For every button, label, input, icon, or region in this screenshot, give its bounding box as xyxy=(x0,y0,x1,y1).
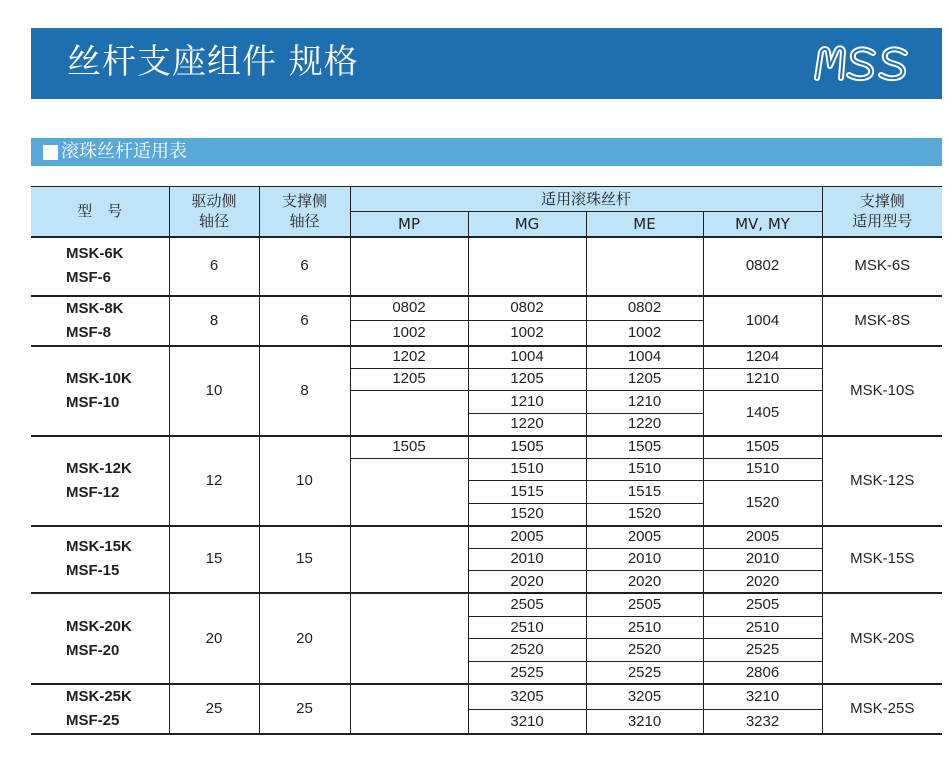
me-cell: 1002 xyxy=(586,321,703,346)
mss-logo xyxy=(811,44,911,84)
drive-diameter-cell: 8 xyxy=(169,296,259,346)
mg-cell: 2505 xyxy=(468,593,586,616)
me-cell: 2020 xyxy=(586,571,703,594)
model-name: MSK-8K xyxy=(66,299,124,317)
mp-cell: 1205 xyxy=(350,368,468,391)
support-diameter-cell: 10 xyxy=(259,436,350,526)
mv-cell: 3210 xyxy=(703,684,822,709)
me-cell: 2505 xyxy=(586,593,703,616)
header-me: ME xyxy=(586,212,703,237)
drive-diameter-cell: 15 xyxy=(169,526,259,594)
header-support: 支撑侧 轴径 xyxy=(259,187,350,237)
me-cell: 1205 xyxy=(586,368,703,391)
mp-cell xyxy=(350,458,468,526)
table-row xyxy=(31,237,942,267)
support-model-cell: MSK-20S xyxy=(822,593,942,684)
model-name: MSK-10K xyxy=(66,369,132,387)
me-cell: 2005 xyxy=(586,526,703,549)
model-name: MSF-10 xyxy=(66,393,120,411)
me-cell: 1515 xyxy=(586,481,703,504)
mp-cell: 1202 xyxy=(350,346,468,369)
table-row xyxy=(31,346,942,369)
drive-diameter-cell: 20 xyxy=(169,593,259,684)
mv-cell: 2020 xyxy=(703,571,822,594)
mg-cell: 1505 xyxy=(468,436,586,459)
drive-diameter-cell: 25 xyxy=(169,684,259,734)
mg-cell: 1205 xyxy=(468,368,586,391)
mg-cell: 2525 xyxy=(468,662,586,685)
mg-cell: 2010 xyxy=(468,548,586,571)
mv-cell: 1204 xyxy=(703,346,822,369)
model-name: MSK-15K xyxy=(66,538,132,556)
model-name: MSF-25 xyxy=(66,712,120,730)
spec-table xyxy=(31,186,942,735)
mg-cell: 1510 xyxy=(468,458,586,481)
mg-cell: 0802 xyxy=(468,296,586,321)
me-cell: 1520 xyxy=(586,503,703,526)
me-cell: 0802 xyxy=(586,296,703,321)
mg-cell: 1220 xyxy=(468,413,586,436)
me-cell: 1505 xyxy=(586,436,703,459)
model-name: MSK-12K xyxy=(66,459,132,477)
header-drive: 驱动侧 轴径 xyxy=(169,187,259,237)
drive-diameter-cell: 12 xyxy=(169,436,259,526)
model-cell xyxy=(31,684,169,734)
mv-cell: 3232 xyxy=(703,709,822,734)
table-row xyxy=(31,593,942,616)
me-cell: 2510 xyxy=(586,616,703,639)
table-row xyxy=(31,436,942,459)
model-cell xyxy=(31,593,169,684)
model-name: MSK-25K xyxy=(66,688,132,706)
support-model-cell: MSK-6S xyxy=(822,237,942,296)
me-cell: 3210 xyxy=(586,709,703,734)
support-model-cell: MSK-15S xyxy=(822,526,942,594)
mp-cell xyxy=(350,593,468,684)
mg-cell: 1210 xyxy=(468,391,586,414)
me-cell: 1220 xyxy=(586,413,703,436)
model-cell xyxy=(31,296,169,346)
mv-cell: 2806 xyxy=(703,662,822,685)
model-name: MSK-6K xyxy=(66,245,124,262)
me-cell: 1004 xyxy=(586,346,703,369)
me-cell: 1510 xyxy=(586,458,703,481)
mv-cell: 2505 xyxy=(703,593,822,616)
support-diameter-cell: 8 xyxy=(259,346,350,436)
support-diameter-cell: 25 xyxy=(259,684,350,734)
mg-cell: 2520 xyxy=(468,639,586,662)
model-name: MSK-20K xyxy=(66,617,132,635)
section-square-icon xyxy=(43,145,58,160)
support-diameter-cell: 20 xyxy=(259,593,350,684)
header-screws: 适用滚珠丝杆 xyxy=(350,187,822,212)
header-support-model: 支撑侧 适用型号 xyxy=(822,187,942,237)
model-name: MSF-15 xyxy=(66,562,120,580)
mv-cell: 2010 xyxy=(703,548,822,571)
mg-cell: 3205 xyxy=(468,684,586,709)
header-mp: MP xyxy=(350,212,468,237)
mp-cell: 1505 xyxy=(350,436,468,459)
model-name: MSF-12 xyxy=(66,483,120,501)
me-cell: 2525 xyxy=(586,662,703,685)
model-name: MSF-8 xyxy=(66,323,111,341)
drive-diameter-cell: 10 xyxy=(169,346,259,436)
table-row xyxy=(31,296,942,321)
mv-cell: 1520 xyxy=(703,481,822,526)
me-cell: 2010 xyxy=(586,548,703,571)
mv-cell: 2525 xyxy=(703,639,822,662)
mv-cell: 1505 xyxy=(703,436,822,459)
support-model-cell: MSK-25S xyxy=(822,684,942,734)
mp-cell xyxy=(350,391,468,436)
mp-cell: 1002 xyxy=(350,321,468,346)
model-cell xyxy=(31,346,169,436)
mg-cell: 3210 xyxy=(468,709,586,734)
mg-cell: 2510 xyxy=(468,616,586,639)
model-name: MSF-20 xyxy=(66,641,120,659)
support-model-cell: MSK-8S xyxy=(822,296,942,346)
header-model: 型 号 xyxy=(31,187,169,237)
mv-cell: 1004 xyxy=(703,296,822,346)
mg-cell: 1520 xyxy=(468,503,586,526)
model-name: MSF-6 xyxy=(66,269,111,286)
table-row xyxy=(31,684,942,709)
support-diameter-cell: 6 xyxy=(259,237,350,296)
me-cell: 3205 xyxy=(586,684,703,709)
support-diameter-cell: 15 xyxy=(259,526,350,594)
mp-cell xyxy=(350,526,468,594)
mg-cell xyxy=(468,237,586,296)
header-banner xyxy=(31,28,942,99)
me-cell xyxy=(586,237,703,296)
section-bar xyxy=(31,138,942,166)
page-title: 丝杆支座组件 规格 xyxy=(67,42,359,82)
mg-cell: 2005 xyxy=(468,526,586,549)
table-row xyxy=(31,526,942,549)
mv-cell: 0802 xyxy=(703,237,822,296)
mg-cell: 1515 xyxy=(468,481,586,504)
drive-diameter-cell: 6 xyxy=(169,237,259,296)
header-mv: MV, MY xyxy=(703,212,822,237)
mv-cell: 2005 xyxy=(703,526,822,549)
spec-table-body xyxy=(31,237,942,735)
model-cell xyxy=(31,526,169,594)
support-model-cell: MSK-12S xyxy=(822,436,942,526)
support-diameter-cell: 6 xyxy=(259,296,350,346)
header-mg: MG xyxy=(468,212,586,237)
support-model-cell: MSK-10S xyxy=(822,346,942,436)
mg-cell: 2020 xyxy=(468,571,586,594)
mp-cell: 0802 xyxy=(350,296,468,321)
mv-cell: 1210 xyxy=(703,368,822,391)
mv-cell: 1510 xyxy=(703,458,822,481)
model-cell xyxy=(31,436,169,526)
section-title: 滚珠丝杆适用表 xyxy=(61,141,187,162)
me-cell: 1210 xyxy=(586,391,703,414)
mg-cell: 1004 xyxy=(468,346,586,369)
me-cell: 2520 xyxy=(586,639,703,662)
mg-cell: 1002 xyxy=(468,321,586,346)
mp-cell xyxy=(350,237,468,296)
mv-cell: 1405 xyxy=(703,391,822,436)
mp-cell xyxy=(350,684,468,734)
model-cell xyxy=(31,237,169,296)
mv-cell: 2510 xyxy=(703,616,822,639)
